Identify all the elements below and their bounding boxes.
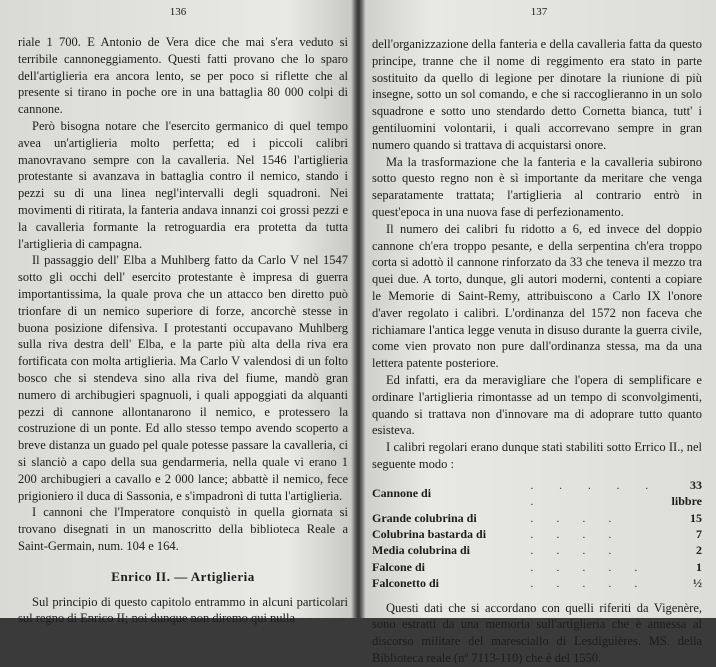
table-row [372, 559, 702, 575]
table-row [372, 575, 702, 591]
paragraph: Ma la trasformazione che la fanteria e la cavalleria subirono sotto questo regno non è sì importante da meritare che venga separatamente trattata; l'artiglieria al contrario entrò in quest'epoca in una nuova fase di perfezionamento. [372, 154, 702, 219]
paragraph: Però bisogna notare che l'esercito germanico di quel tempo avea un'artiglieria molto perfetta; ed i piccoli calibri manovravano sempre con la cavalleria. Nel 1546 l'artiglieria protestante si avanzava in battaglia contro il nemico, stando i pezzi su di una linea negl'intervalli degli squadroni. Nei movimenti di ritirata, la fanteria andava innanzi coi grossi pezzi e la cavalleria formante la retroguardia era protetta da tutta l'artiglieria di campagna. [18, 118, 348, 251]
left-page-body [18, 34, 348, 627]
leader-dots: . . . . [530, 510, 622, 525]
calibri-table [372, 477, 702, 592]
calibro-name: Falcone di [372, 559, 425, 574]
leader-dots: . . . . [530, 543, 622, 558]
page-number-left: 136 [169, 6, 187, 18]
paragraph: Questi dati che si accordano con quelli riferiti da Vigenère, sono estratti da una memoria sull'artiglieria che è annessa al discorso militare del maresciallo di Lesdiguières. MS. della Biblioteca reale (nº 7113-110) che è del 1550. [372, 600, 702, 665]
leader-dots: . . . . [530, 526, 622, 541]
paragraph: Il passaggio dell' Elba a Muhlberg fatto da Carlo V nel 1547 sotto gli occhi dell' esercito protestante è impresa di guerra importantissima, la quale prova che un attacco ben diretto può trionfare di un nemico superiore di forze, ancorchè stesse in buona posizione difensiva. I protestanti occupavano Muhlberg sulla riva destra dell' Elba, e la parte più alta della riva era fortificata con molta artiglieria. Ma Carlo V valendosi di un folto bosco che si stendeva sino alla riva del fiume, mandò gran numero di archibugieri spagnuoli, i quali appoggiati da alquanti pezzi di cannone allontanarono il nemico, e protessero la costruzione di un ponte. Ed allo stesso tempo avendo scoperto a breve distanza un guado pel quale potesse passare la cavalleria, ci si slanciò a capo della sua gendarmeria, nella quale vi erano 1 200 archibugieri a cavallo e 2 000 lance; abbattè il nemico, fece prigioniero il duca di Sassonia, e s'impadronì di tutta l'artiglieria. [18, 253, 348, 503]
right-page [362, 0, 716, 665]
calibro-value: 7 [696, 526, 702, 541]
calibro-name: Falconetto di [372, 576, 439, 591]
paragraph: I calibri regolari erano dunque stati stabiliti sotto Errico II., nel seguente modo : [372, 440, 702, 471]
paragraph: Sul principio di questo capitolo entrammo in alcuni particolari sul regno di Enrico II; noi dunque non diremo qui nulla [18, 594, 348, 626]
calibro-value: ½ [693, 576, 702, 591]
calibro-value: 1 [696, 559, 702, 574]
left-page [0, 0, 356, 626]
paragraph: Il numero dei calibri fu ridotto a 6, ed invece del doppio cannone ch'era troppo pesante, e della serpentina ch'era troppo corta si adottò il cannone rinforzato da 33 che teneva il mezzo tra quei due. A torto, dunque, gli autori moderni, contenti a copiare le Memorie di Saint-Remy, attribuiscono a Carlo IX l'onore d'aver regolato i calibri. L'ordinanza del 1572 non faceva che richiamare l'antica legge venuta in disuso durante la guerra civile, come vien provato non pure dall'ordinanza stessa, ma da una lettera patente posteriore. [372, 221, 702, 371]
paragraph: Ed infatti, era da meravigliare che l'opera di semplificare e ordinare l'artiglieria rimontasse ad un tempo di sconvolgimenti, quando si trattava non d'innovare ma di adoprare tutto quanto esisteva. [372, 372, 702, 438]
table-row [372, 542, 702, 558]
paragraph: riale 1 700. E Antonio de Vera dice che mai s'era veduto si terribile cannoneggiamento. Questi fatti provano che lo sparo dell'artiglieria era ancora lento, se per poco si riflette che al presente si tirano in poche ore in una battaglia 80 000 colpi di cannone. [18, 35, 348, 117]
right-page-body [372, 36, 702, 667]
calibro-name: Grande colubrina di [372, 510, 477, 525]
page-number-right: 137 [530, 6, 548, 18]
leader-dots: . . . . . . [530, 477, 659, 509]
table-row [372, 477, 702, 510]
calibro-value: 33 libbre [671, 477, 702, 509]
leader-dots: . . . . . [530, 576, 648, 591]
calibro-value: 15 [690, 510, 702, 525]
table-row [372, 526, 702, 542]
section-heading: Enrico II. — Artiglieria [111, 568, 255, 584]
paragraph: dell'organizzazione della fanteria e della cavalleria fatta da questo principe, tranne che il nome di reggimento era stato in parte sostituito da quello di legione per dinotare la riunione di più insegne, sotto un sol comando, e che si raccoglieranno in un solo squadrone e sotto uno stendardo detto Cornetta bianca, tutt' i gentiluomini volontarii, i quali accorrevano sempre in gran numero quando si trattava di acquistarsi onore. [372, 37, 702, 152]
calibro-name: Media colubrina di [372, 543, 471, 558]
leader-dots: . . . . . [530, 559, 648, 574]
calibro-value: 2 [696, 543, 702, 558]
table-row [372, 510, 702, 526]
calibro-name: Cannone di [372, 485, 432, 500]
calibro-name: Colubrina bastarda di [372, 526, 487, 541]
paragraph: I cannoni che l'Imperatore conquistò in quella giornata si trovano disegnati in un manoscritto della biblioteca Reale a Saint-Germain, num. 104 e 164. [18, 505, 348, 553]
